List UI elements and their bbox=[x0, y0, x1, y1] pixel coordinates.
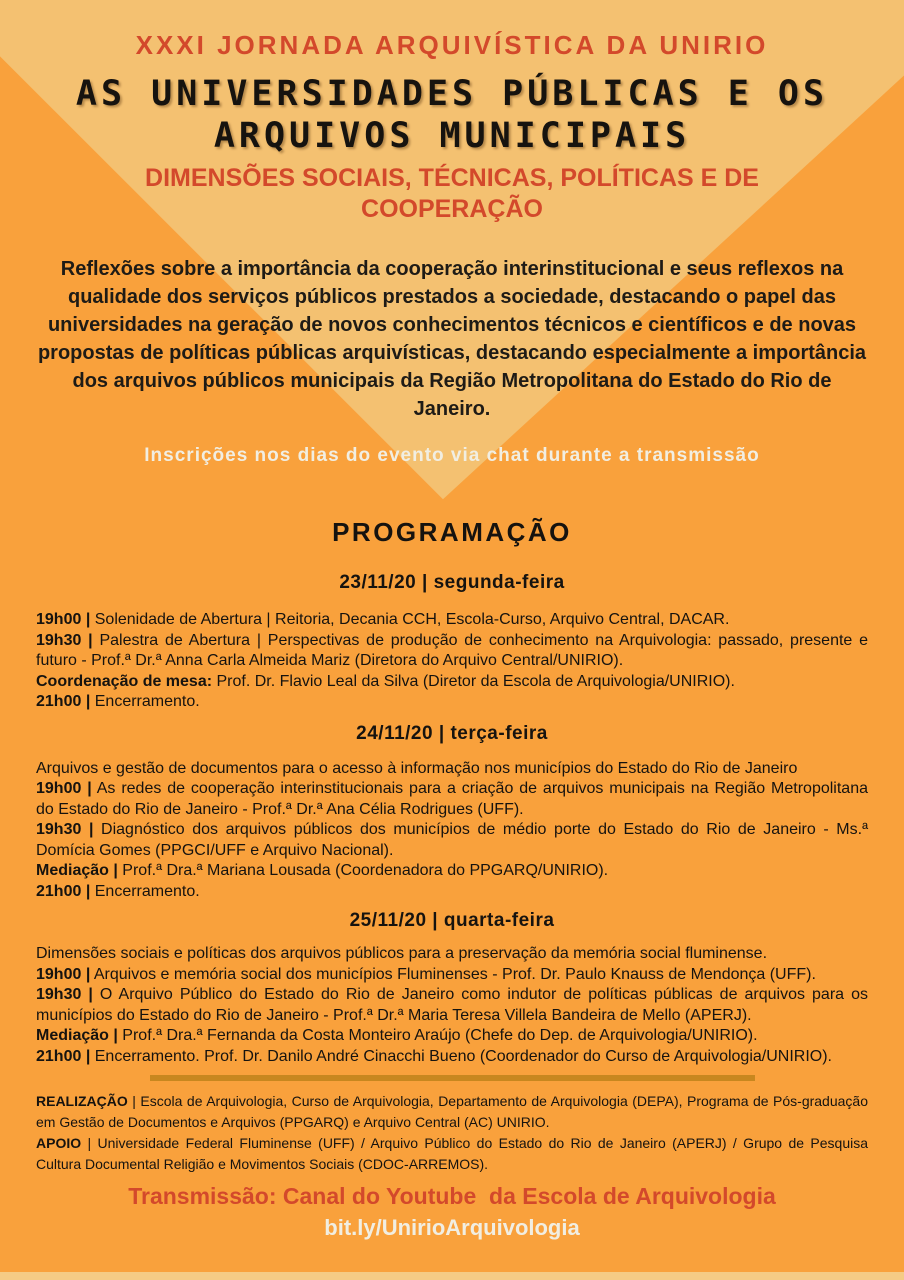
schedule-item-lead: 19h30 | bbox=[36, 631, 93, 649]
schedule-item-lead: Mediação | bbox=[36, 862, 118, 879]
subtitle-line-1: DIMENSÕES SOCIAIS, TÉCNICAS, POLÍTICAS E DE bbox=[145, 164, 759, 192]
schedule-item-text: Encerramento. bbox=[90, 693, 200, 710]
schedule-item-text: Diagnóstico dos arquivos públicos dos municípios de médio porte do Estado do Rio de Janeiro - Ms.ª Domícia Gomes (PPGCI/UFF e Arquivo Nacional). bbox=[36, 821, 868, 859]
schedule-item bbox=[36, 631, 868, 672]
transmission-line: Transmissão: Canal do Youtube da Escola de Arquivologia bbox=[128, 1183, 776, 1209]
support-label: APOIO bbox=[36, 1135, 82, 1151]
credits-section bbox=[36, 1091, 868, 1175]
support-text: | Universidade Federal Fluminense (UFF) / Arquivo Público do Estado do Rio de Janeiro (APERJ) / Grupo de Pesquisa Cultura Documental Religião e Movimentos Sociais (CDOC-ARREMOS). bbox=[36, 1135, 868, 1172]
subtitle bbox=[36, 163, 868, 225]
schedule-item bbox=[36, 820, 868, 861]
schedule-item-lead: 19h00 | bbox=[36, 611, 91, 628]
schedule-item-lead: 21h00 | bbox=[36, 1047, 91, 1065]
intro-text: Reflexões sobre a importância da cooperação interinstitucional e seus reflexos na qualidade dos serviços públicos prestados a sociedade, destacando o papel das universidades na geração de novos conhecimentos técnicos e científicos e de novas propostas de políticas públicas arquivísticas, destacando especialmente a importância dos arquivos públicos municipais da Região Metropolitana do Estado do Rio de Janeiro. bbox=[37, 258, 867, 420]
schedule-item bbox=[36, 692, 868, 713]
schedule-item-text: Encerramento. bbox=[90, 882, 200, 900]
schedule-item-lead: Coordenação de mesa: bbox=[36, 672, 213, 690]
day-1-schedule bbox=[36, 610, 868, 713]
divider-bar bbox=[150, 1075, 755, 1081]
schedule-item-lead: Mediação | bbox=[36, 1027, 118, 1044]
realization-credit bbox=[36, 1091, 868, 1133]
schedule-item-text: Solenidade de Abertura | Reitoria, Decania CCH, Escola-Curso, Arquivo Central, DACAR. bbox=[90, 611, 730, 628]
schedule-item bbox=[36, 944, 868, 965]
schedule-item-text: Prof.ª Dra.ª Fernanda da Costa Monteiro Araújo (Chefe do Dep. de Arquivologia/UNIRIO). bbox=[117, 1027, 758, 1044]
realization-text: | Escola de Arquivologia, Curso de Arquivologia, Departamento de Arquivologia (DEPA), Programa de Pós-graduação em Gestão de Documentos e Arquivos (PPGARQ) e Arquivo Central (AC) UNIRIO. bbox=[36, 1093, 868, 1130]
schedule-item bbox=[36, 882, 868, 903]
schedule-item bbox=[36, 965, 868, 986]
registration-note: Inscrições nos dias do evento via chat durante a transmissão bbox=[144, 445, 760, 466]
program-heading: PROGRAMAÇÃO bbox=[332, 517, 572, 547]
day-3-heading: 25/11/20 | quarta-feira bbox=[349, 910, 555, 931]
schedule-item bbox=[36, 861, 868, 882]
schedule-item bbox=[36, 779, 868, 820]
schedule-item bbox=[36, 672, 868, 693]
schedule-item-lead: 19h00 | bbox=[36, 780, 92, 797]
schedule-item-text: Dimensões sociais e políticas dos arquivos públicos para a preservação da memória social fluminense. bbox=[36, 945, 768, 962]
schedule-item-lead: 19h00 | bbox=[36, 965, 91, 983]
schedule-item bbox=[36, 610, 868, 631]
main-title bbox=[36, 73, 868, 157]
schedule-item-text: Palestra de Abertura | Perspectivas de produção de conhecimento na Arquivologia: passado, presente e futuro - Prof.ª Dr.ª Anna Carla Almeida Mariz (Diretora do Arquivo Central/UNIRIO). bbox=[36, 631, 869, 669]
schedule-item bbox=[36, 985, 868, 1026]
realization-label: REALIZAÇÃO bbox=[36, 1093, 128, 1109]
schedule-item-text: Encerramento. Prof. Dr. Danilo André Cinacchi Bueno (Coordenador do Curso de Arquivologia/UNIRIO). bbox=[90, 1047, 832, 1065]
schedule-item-text: Prof. Dr. Flavio Leal da Silva (Diretor da Escola de Arquivologia/UNIRIO). bbox=[212, 672, 735, 690]
day-2-schedule bbox=[36, 759, 868, 903]
schedule-item-lead: 21h00 | bbox=[36, 693, 91, 710]
day-2-heading: 24/11/20 | terça-feira bbox=[356, 722, 548, 744]
schedule-item-lead: 19h30 | bbox=[36, 821, 94, 838]
main-title-line-2: ARQUIVOS MUNICIPAIS bbox=[213, 116, 691, 156]
schedule-item-text: Prof.ª Dra.ª Mariana Lousada (Coordenadora do PPGARQ/UNIRIO). bbox=[117, 862, 609, 879]
stream-link: bit.ly/UnirioArquivologia bbox=[324, 1215, 580, 1240]
subtitle-line-2: COOPERAÇÃO bbox=[361, 195, 543, 223]
eyebrow-title: XXXI JORNADA ARQUIVÍSTICA DA UNIRIO bbox=[135, 30, 769, 60]
main-title-line-1: AS UNIVERSIDADES PÚBLICAS E OS bbox=[75, 74, 829, 114]
schedule-item-lead: 19h30 | bbox=[36, 986, 93, 1003]
day-1-heading: 23/11/20 | segunda-feira bbox=[339, 572, 565, 593]
support-credit bbox=[36, 1133, 868, 1175]
schedule-item-text: As redes de cooperação interinstitucionais para a criação de arquivos municipais na Região Metropolitana do Estado do Rio de Janeiro - Prof.ª Dr.ª Ana Célia Rodrigues (UFF). bbox=[36, 780, 868, 818]
schedule-item bbox=[36, 759, 868, 780]
schedule-item-lead: 21h00 | bbox=[36, 882, 91, 900]
schedule-item bbox=[36, 1026, 868, 1047]
schedule-item bbox=[36, 1047, 868, 1068]
schedule-item-text: Arquivos e memória social dos municípios Fluminenses - Prof. Dr. Paulo Knauss de Mendonça (UFF). bbox=[90, 965, 816, 983]
day-3-schedule bbox=[36, 944, 868, 1067]
schedule-item-text: O Arquivo Público do Estado do Rio de Janeiro como indutor de políticas públicas de arquivos para os municípios do Estado do Rio de Janeiro - Prof.ª Dr.ª Maria Teresa Villela Bandeira de Mello (APERJ). bbox=[36, 986, 868, 1024]
schedule-item-text: Arquivos e gestão de documentos para o acesso à informação nos municípios do Estado do Rio de Janeiro bbox=[36, 759, 798, 777]
